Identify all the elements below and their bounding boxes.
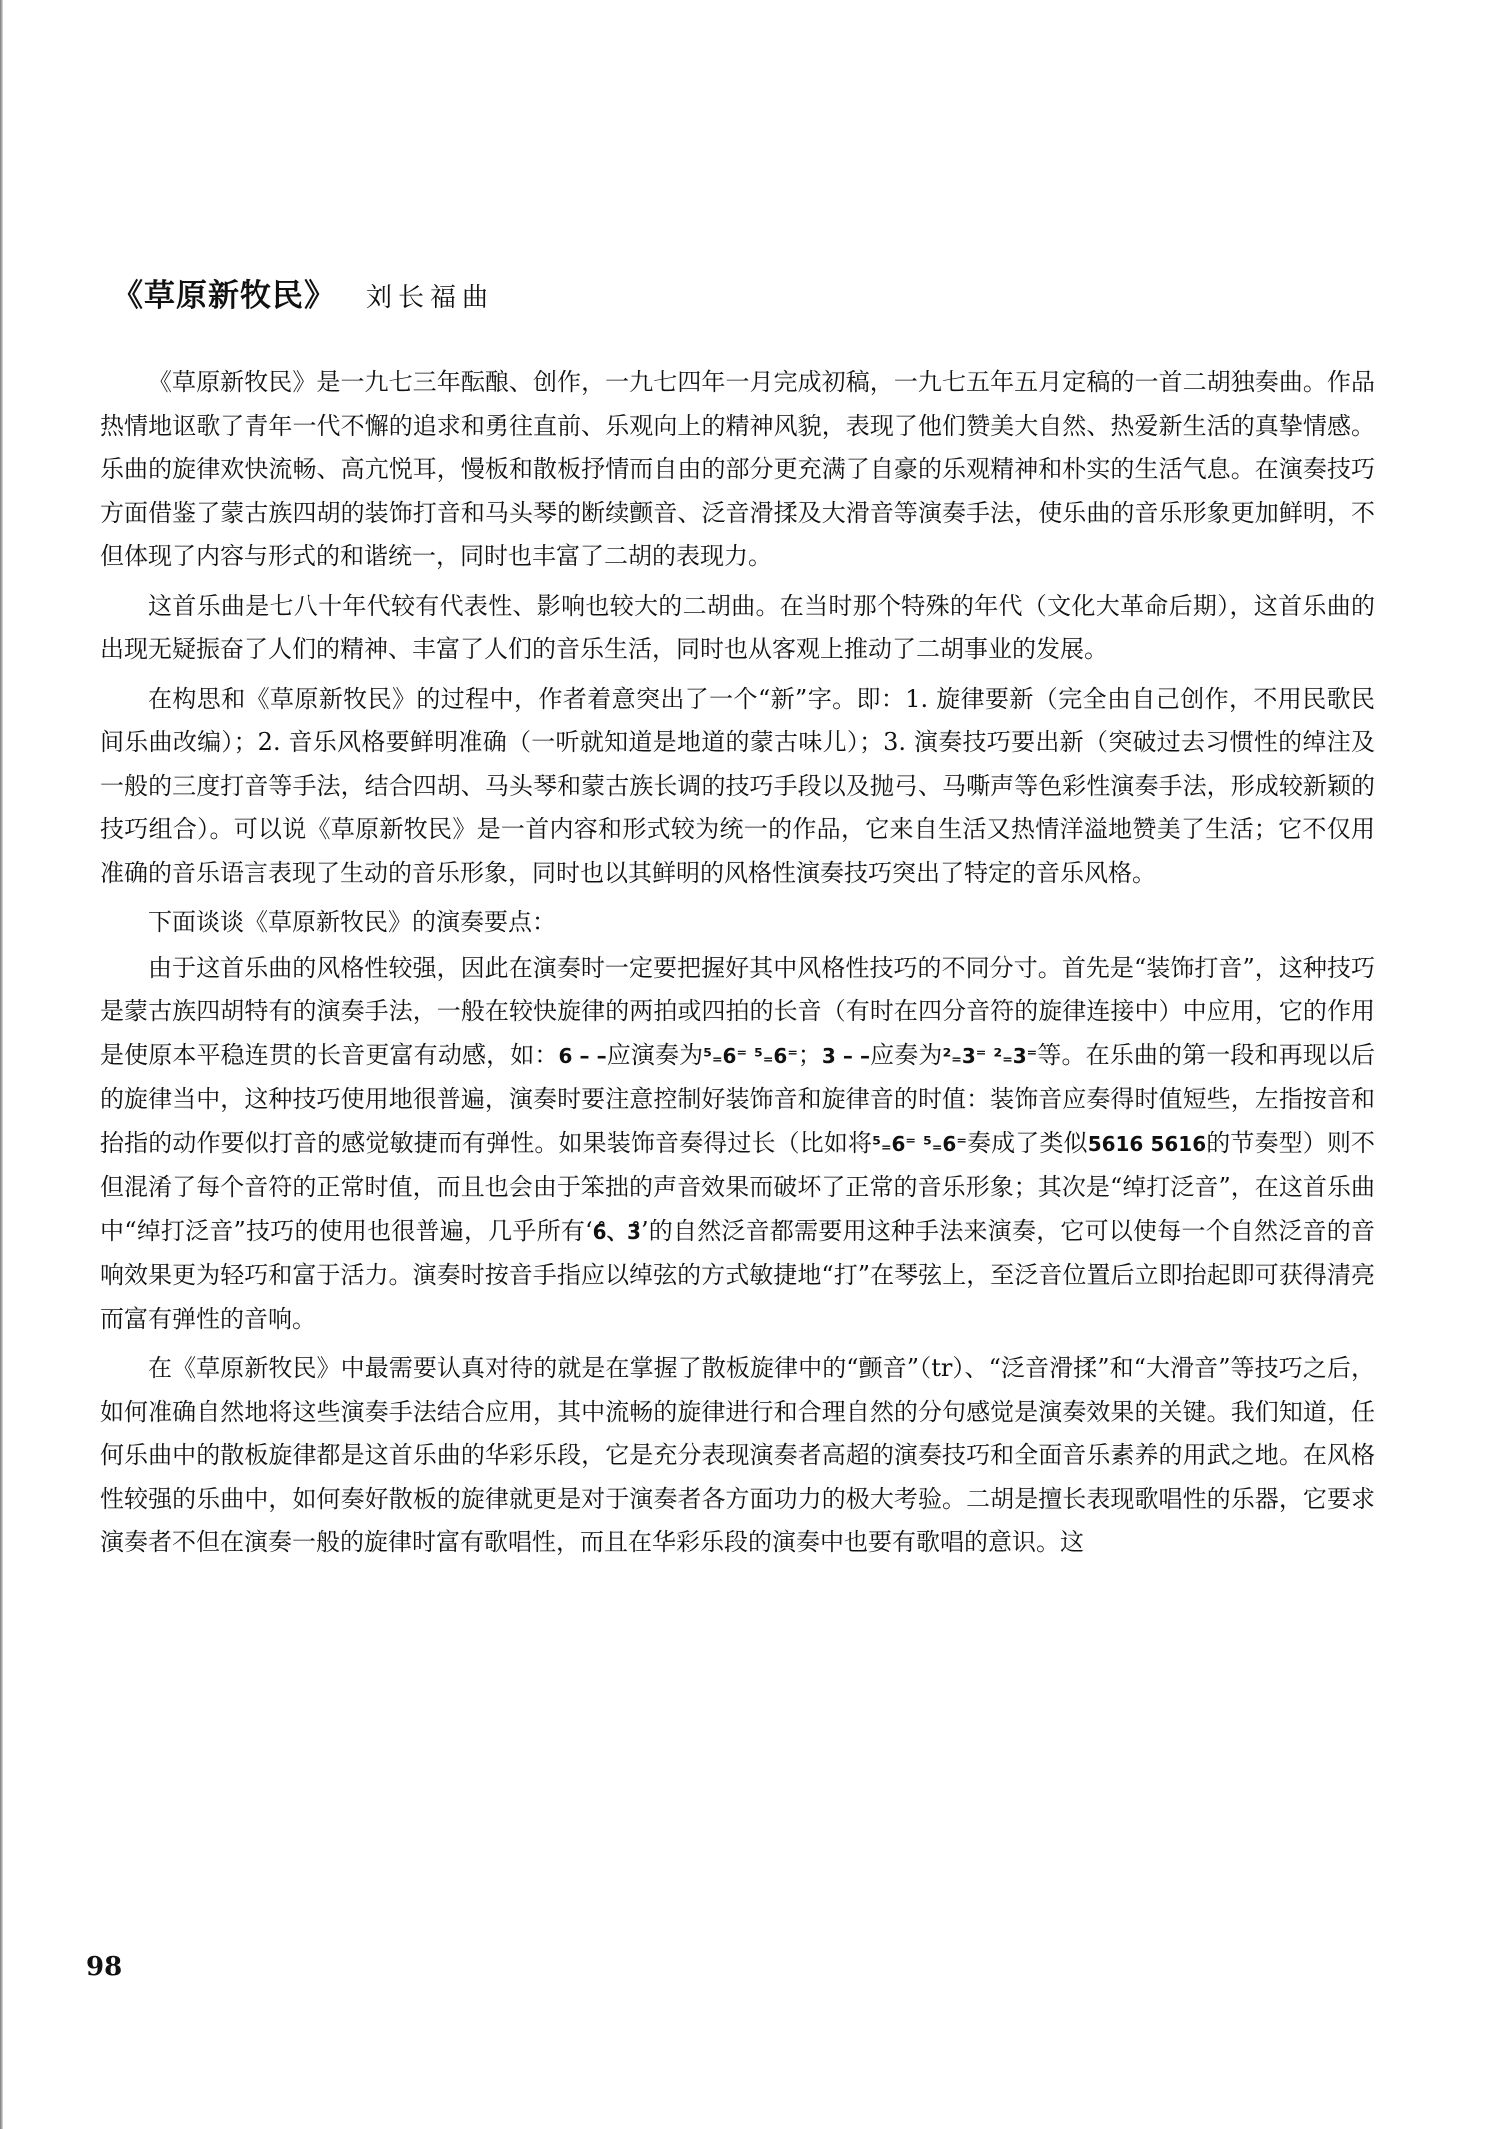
paragraph-6: 在《草原新牧民》中最需要认真对待的就是在掌握了散板旋律中的“颤音”（tr）、“泛音滑揉”和“大滑音”等技巧之后，如何准确自然地将这些演奏手法结合应用，其中流畅的旋律进行和合理自然的分句感觉是演奏效果的关键。我们知道，任何乐曲中的散板旋律都是这首乐曲的华彩乐段，它是充分表现演奏者高超的演奏技巧和全面音乐素养的用武之地。在风格性较强的乐曲中，如何奏好散板的旋律就更是对于演奏者各方面功力的极大考验。二胡是擅长表现歌唱性的乐器，它要求演奏者不但在演奏一般的旋律时富有歌唱性，而且在华彩乐段的演奏中也要有歌唱的意识。这 <box>100 1354 1375 1556</box>
paragraph-5-text: 应演奏为 <box>606 1040 704 1069</box>
paragraph-5-text: ’的自然泛音都需要用这种手法来演奏，它可以使每一个自然泛音的音响效果更为轻巧和富于活力。演奏时按音手指应以绰弦的方式敏捷地“打”在琴弦上，至泛音位置后立即抬起即可获得清亮而富有弹性的音响。 <box>100 1216 1375 1333</box>
notation-harmonics: 6̊、3̊ <box>592 1219 641 1244</box>
notation-ornament-3: ²₌3⁼ ²₌3⁼ <box>942 1043 1038 1068</box>
paragraph-5-text: 等。在乐曲的第一段和再现以后的旋律当中，这种技巧使用地很普遍，演奏时要注意控制好装饰音和旋律音的时值：装饰音应奏得时值短些，左指按音和抬指的动作要似打音的感觉敏捷而有弹性。如果装饰音奏得过长（比如将 <box>100 1040 1376 1157</box>
page-body <box>100 270 1375 1571</box>
paragraph-2: 这首乐曲是七八十年代较有代表性、影响也较大的二胡曲。在当时那个特殊的年代（文化大革命后期），这首乐曲的出现无疑振奋了人们的精神、丰富了人们的音乐生活，同时也从客观上推动了二胡事业的发展。 <box>100 591 1375 663</box>
paragraph-1: 《草原新牧民》是一九七三年酝酿、创作，一九七四年一月完成初稿，一九七五年五月定稿的一首二胡独奏曲。作品热情地讴歌了青年一代不懈的追求和勇往直前、乐观向上的精神风貌，表现了他们赞美大自然、热爱新生活的真挚情感。乐曲的旋律欢快流畅、高亢悦耳，慢板和散板抒情而自由的部分更充满了自豪的乐观精神和朴实的生活气息。在演奏技巧方面借鉴了蒙古族四胡的装饰打音和马头琴的断续颤音、泛音滑揉及大滑音等演奏手法，使乐曲的音乐形象更加鲜明，不但体现了内容与形式的和谐统一，同时也丰富了二胡的表现力。 <box>100 368 1375 570</box>
paragraph-5-text: 奏成了类似 <box>966 1128 1088 1157</box>
paragraph-5-text: 应奏为 <box>870 1040 943 1069</box>
paragraph-5-text: ； <box>797 1040 822 1069</box>
notation-ornament-6-long: ⁵₌6⁼ ⁵₌6⁼ <box>872 1131 967 1156</box>
notation-rhythm-pattern: 5616 5616 <box>1087 1131 1207 1156</box>
paragraph-4: 下面谈谈《草原新牧民》的演奏要点： <box>148 908 556 936</box>
notation-long-note-6: 6 – – <box>558 1043 607 1068</box>
paragraph-5-text: 的节奏型）则不但混淆了每个音符的正常时值，而且也会由于笨拙的声音效果而破坏了正常的音乐形象；其次是“绰打泛音”，在这首乐曲中“绰打泛音”技巧的使用也很普遍，几乎所有‘ <box>100 1128 1376 1245</box>
paragraph-5-text: 由于这首乐曲的风格性较强，因此在演奏时一定要把握好其中风格性技巧的不同分寸。首先是“装饰打音”，这种技巧是蒙古族四胡特有的演奏手法，一般在较快旋律的两拍或四拍的长音（有时在四分音符的旋律连接中）中应用，它的作用是使原本平稳连贯的长音更富有动感，如： <box>100 953 1375 1069</box>
notation-long-note-3: 3 – – <box>821 1043 871 1068</box>
paragraph-3: 在构思和《草原新牧民》的过程中，作者着意突出了一个“新”字。即：1. 旋律要新（完全由自己创作，不用民歌民间乐曲改编）；2. 音乐风格要鲜明准确（一听就知道是地道的蒙古味儿）；3. 演奏技巧要出新（突破过去习惯性的绰注及一般的三度打音等手法，结合四胡、马头琴和蒙古族长调的技巧手段以及抛弓、马嘶声等色彩性演奏手法，形成较新颖的技巧组合）。可以说《草原新牧民》是一首内容和形式较为统一的作品，它来自生活又热情洋溢地赞美了生活；它不仅用准确的音乐语言表现了生动的音乐形象，同时也以其鲜明的风格性演奏技巧突出了特定的音乐风格。 <box>100 684 1375 887</box>
page-number: 98 <box>86 1952 123 1982</box>
article-author: 刘长福曲 <box>366 283 495 313</box>
article-title: 《草原新牧民》 <box>112 278 336 314</box>
paragraph-5 <box>100 947 1375 1342</box>
scan-edge <box>0 0 3 2129</box>
article-heading <box>112 270 1375 315</box>
notation-ornament-6: ⁵₌6⁼ ⁵₌6⁼ <box>703 1043 798 1068</box>
